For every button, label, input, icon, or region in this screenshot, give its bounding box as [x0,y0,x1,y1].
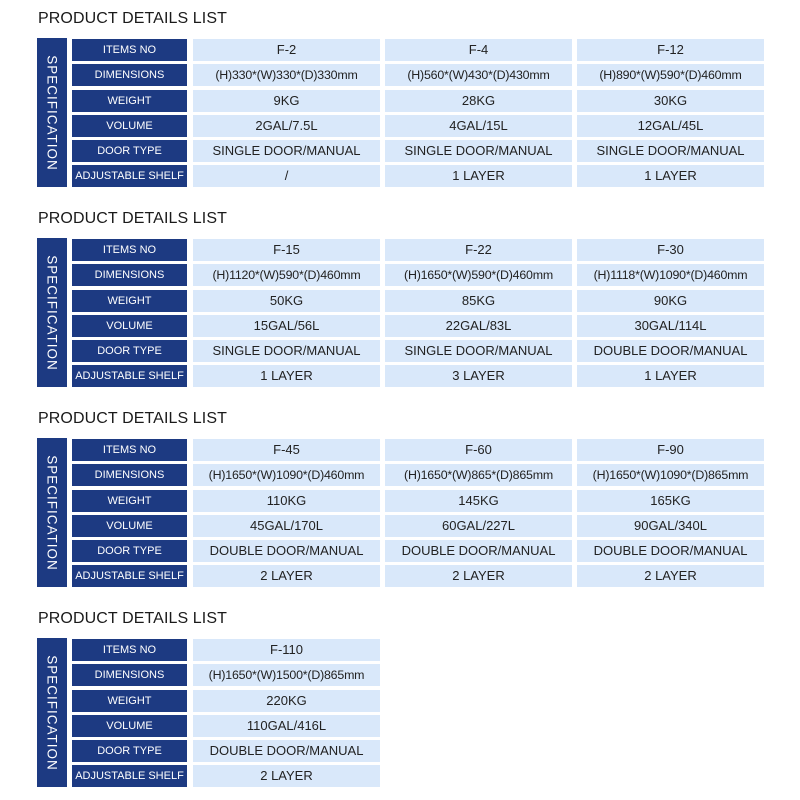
cell-adjustable-shelf: 1 LAYER [577,165,764,187]
cell-weight: 9KG [193,90,380,112]
cell-door-type: DOUBLE DOOR/MANUAL [577,540,764,562]
cell-adjustable-shelf: 1 LAYER [577,365,764,387]
cell-dimensions: (H)1120*(W)590*(D)460mm [193,264,380,286]
cell-volume: 90GAL/340L [577,515,764,537]
cell-items-no: F-60 [385,439,572,461]
cell-adjustable-shelf: 2 LAYER [385,565,572,587]
cell-items-no: F-12 [577,39,764,61]
row-label-dimensions: DIMENSIONS [72,464,187,486]
cell-weight: 85KG [385,290,572,312]
row-label-volume: VOLUME [72,315,187,337]
row-label-weight: WEIGHT [72,90,187,112]
row-label-adjustable-shelf: ADJUSTABLE SHELF [72,565,187,587]
cell-door-type: SINGLE DOOR/MANUAL [385,340,572,362]
cell-door-type: SINGLE DOOR/MANUAL [385,140,572,162]
cell-items-no: F-2 [193,39,380,61]
row-label-items-no: ITEMS NO [72,439,187,461]
row-label-items-no: ITEMS NO [72,239,187,261]
row-label-items-no: ITEMS NO [72,639,187,661]
cell-dimensions: (H)560*(W)430*(D)430mm [385,64,572,86]
cell-dimensions: (H)330*(W)330*(D)330mm [193,64,380,86]
cell-dimensions: (H)1118*(W)1090*(D)460mm [577,264,764,286]
product-details-section [0,600,800,800]
cell-items-no: F-30 [577,239,764,261]
cell-volume: 12GAL/45L [577,115,764,137]
specification-label-text: SPECIFICATION [44,54,60,171]
specification-label-text: SPECIFICATION [44,454,60,571]
cell-volume: 15GAL/56L [193,315,380,337]
cell-dimensions: (H)1650*(W)1090*(D)865mm [577,464,764,486]
cell-door-type: SINGLE DOOR/MANUAL [577,140,764,162]
row-label-door-type: DOOR TYPE [72,140,187,162]
row-label-adjustable-shelf: ADJUSTABLE SHELF [72,165,187,187]
cell-dimensions: (H)1650*(W)1500*(D)865mm [193,664,380,686]
row-label-door-type: DOOR TYPE [72,740,187,762]
cell-items-no: F-15 [193,239,380,261]
row-label-volume: VOLUME [72,715,187,737]
section-title: PRODUCT DETAILS LIST [38,610,227,627]
row-label-door-type: DOOR TYPE [72,340,187,362]
cell-door-type: DOUBLE DOOR/MANUAL [193,540,380,562]
cell-dimensions: (H)1650*(W)865*(D)865mm [385,464,572,486]
cell-door-type: SINGLE DOOR/MANUAL [193,140,380,162]
row-label-door-type: DOOR TYPE [72,540,187,562]
cell-weight: 90KG [577,290,764,312]
cell-adjustable-shelf: 2 LAYER [193,765,380,787]
cell-door-type: DOUBLE DOOR/MANUAL [577,340,764,362]
row-label-dimensions: DIMENSIONS [72,664,187,686]
row-label-dimensions: DIMENSIONS [72,64,187,86]
cell-volume: 4GAL/15L [385,115,572,137]
product-details-section [0,400,800,600]
specification-side-label [37,38,67,187]
cell-volume: 30GAL/114L [577,315,764,337]
cell-weight: 165KG [577,490,764,512]
specification-side-label [37,638,67,787]
cell-volume: 45GAL/170L [193,515,380,537]
cell-weight: 28KG [385,90,572,112]
row-label-dimensions: DIMENSIONS [72,264,187,286]
cell-weight: 50KG [193,290,380,312]
cell-weight: 145KG [385,490,572,512]
row-label-weight: WEIGHT [72,490,187,512]
specification-side-label [37,238,67,387]
cell-door-type: SINGLE DOOR/MANUAL [193,340,380,362]
product-details-section [0,200,800,400]
cell-dimensions: (H)890*(W)590*(D)460mm [577,64,764,86]
product-details-section [0,0,800,200]
cell-items-no: F-22 [385,239,572,261]
cell-weight: 30KG [577,90,764,112]
cell-adjustable-shelf: 2 LAYER [577,565,764,587]
specification-label-text: SPECIFICATION [44,654,60,771]
cell-items-no: F-110 [193,639,380,661]
cell-items-no: F-90 [577,439,764,461]
cell-dimensions: (H)1650*(W)1090*(D)460mm [193,464,380,486]
cell-adjustable-shelf: / [193,165,380,187]
cell-weight: 220KG [193,690,380,712]
cell-items-no: F-4 [385,39,572,61]
row-label-weight: WEIGHT [72,690,187,712]
cell-volume: 2GAL/7.5L [193,115,380,137]
specification-label-text: SPECIFICATION [44,254,60,371]
specification-side-label [37,438,67,587]
cell-volume: 60GAL/227L [385,515,572,537]
cell-weight: 110KG [193,490,380,512]
row-label-volume: VOLUME [72,515,187,537]
row-label-volume: VOLUME [72,115,187,137]
cell-volume: 110GAL/416L [193,715,380,737]
row-label-adjustable-shelf: ADJUSTABLE SHELF [72,765,187,787]
row-label-items-no: ITEMS NO [72,39,187,61]
cell-adjustable-shelf: 3 LAYER [385,365,572,387]
cell-adjustable-shelf: 1 LAYER [193,365,380,387]
cell-items-no: F-45 [193,439,380,461]
cell-volume: 22GAL/83L [385,315,572,337]
section-title: PRODUCT DETAILS LIST [38,210,227,227]
section-title: PRODUCT DETAILS LIST [38,410,227,427]
row-label-adjustable-shelf: ADJUSTABLE SHELF [72,365,187,387]
row-label-weight: WEIGHT [72,290,187,312]
cell-adjustable-shelf: 1 LAYER [385,165,572,187]
cell-door-type: DOUBLE DOOR/MANUAL [193,740,380,762]
section-title: PRODUCT DETAILS LIST [38,10,227,27]
cell-adjustable-shelf: 2 LAYER [193,565,380,587]
cell-door-type: DOUBLE DOOR/MANUAL [385,540,572,562]
cell-dimensions: (H)1650*(W)590*(D)460mm [385,264,572,286]
